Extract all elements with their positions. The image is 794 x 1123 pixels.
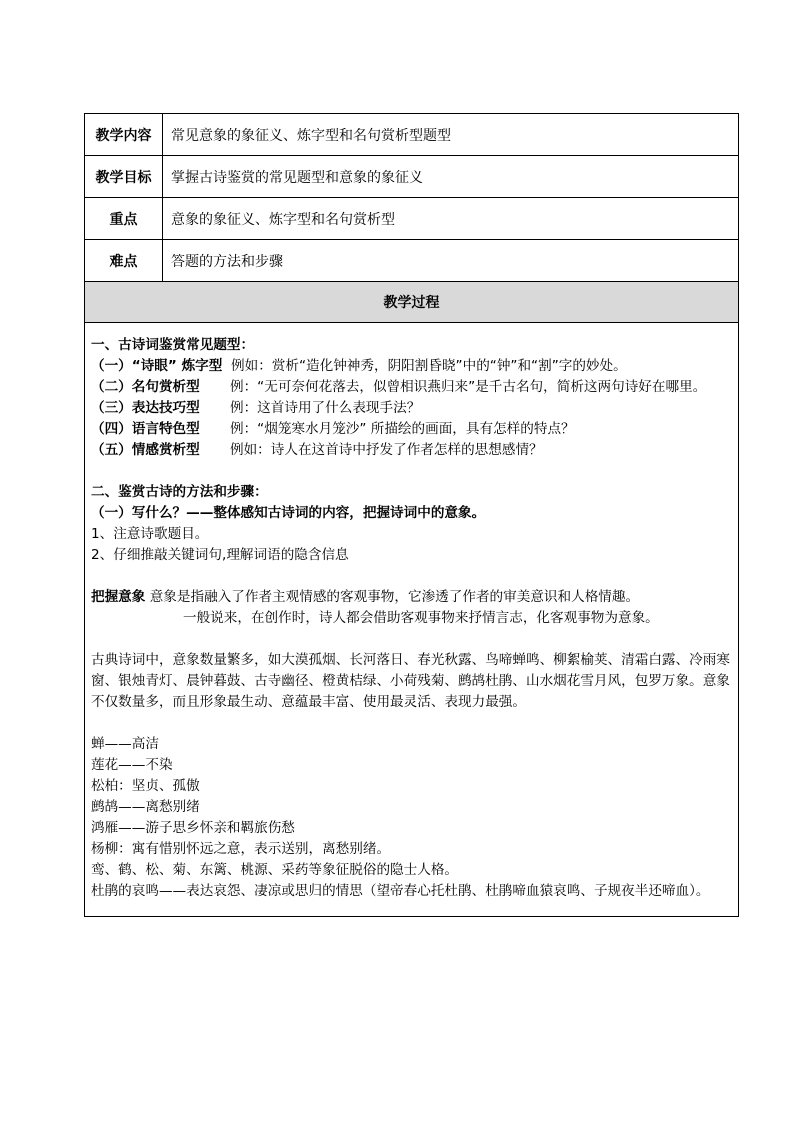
type-desc: 例如：赏析“造化钟神秀，阴阳割昏晓”中的“钟”和“割”字的妙处。 [231, 358, 627, 374]
row-label: 重点 [85, 198, 163, 239]
section1-heading: 一、古诗词鉴赏常见题型： [91, 337, 255, 353]
row-goal [85, 156, 738, 198]
type-item [91, 419, 732, 440]
grasp-line [91, 587, 732, 608]
image-item: 鸿雁——游子思乡怀亲和羁旅伤愁 [91, 820, 295, 836]
image-item: 松柏：坚贞、孤傲 [91, 778, 200, 794]
type-desc: 例：“无可奈何花落去，似曾相识燕归来”是千古名句，简析这两句诗好在哪里。 [230, 379, 707, 395]
grasp-text: 意象是指融入了作者主观情感的客观事物，它渗透了作者的审美意识和人格情趣。 [149, 589, 640, 605]
section2-heading: 二、鉴赏古诗的方法和步骤： [91, 484, 268, 500]
type-item [91, 356, 732, 377]
type-key: （五）情感赏析型 [91, 442, 200, 458]
image-paragraph: 古典诗词中，意象数量繁多，如大漠孤烟、长河落日、春光秋露、鸟啼蝉鸣、柳絮榆荚、清霜白露、冷雨寒窗、银烛青灯、晨钟暮鼓、古寺幽径、橙黄桔绿、小荷残菊、鹧鸪杜鹃、山水烟花雪月风，包罗万象。意象不仅数量多，而且形象最生动、意蕴最丰富、使用最灵活、表现力最强。 [91, 652, 730, 710]
grasp-label: 把握意象 [91, 589, 146, 605]
type-key: （四）语言特色型 [91, 421, 200, 437]
type-desc: 例如：诗人在这首诗中抒发了作者怎样的思想感情？ [230, 442, 543, 458]
image-item: 鸾、鹤、松、菊、东篱、桃源、采药等象征脱俗的隐士人格。 [91, 862, 459, 878]
process-banner: 教学过程 [85, 282, 738, 323]
step-item: 1、注意诗歌题目。 [91, 526, 209, 542]
row-content [85, 114, 738, 156]
row-value: 掌握古诗鉴赏的常见题型和意象的象征义 [171, 169, 423, 186]
type-desc: 例：“烟笼寒水月笼沙” 所描绘的画面，具有怎样的特点？ [230, 421, 575, 437]
image-item: 杨柳：寓有惜别怀远之意，表示送别，离愁别绪。 [91, 841, 391, 857]
type-item [91, 377, 732, 398]
type-item [91, 398, 732, 419]
row-difficulty [85, 240, 738, 282]
row-label: 难点 [85, 240, 163, 281]
process-body [85, 323, 738, 916]
row-value: 意象的象征义、炼字型和名句赏析型 [171, 211, 395, 228]
type-item [91, 440, 732, 461]
step-item: 2、仔细推敲关键词句,理解词语的隐含信息 [91, 547, 349, 563]
image-item: 莲花——不染 [91, 757, 173, 773]
image-item: 鹧鸪——离愁别绪 [91, 799, 200, 815]
row-value: 答题的方法和步骤 [171, 253, 283, 270]
grasp-text-2: 一般说来，在创作时，诗人都会借助客观事物来抒情言志，化客观事物为意象。 [183, 610, 659, 626]
row-label: 教学内容 [85, 114, 163, 155]
row-key-point [85, 198, 738, 240]
lesson-plan-table [84, 113, 739, 917]
type-key: （二）名句赏析型 [91, 379, 200, 395]
type-key: （一）“诗眼” 炼字型 [91, 358, 223, 374]
type-key: （三）表达技巧型 [91, 400, 200, 416]
image-item: 蝉——高洁 [91, 736, 159, 752]
row-value: 常见意象的象征义、炼字型和名句赏析型题型 [171, 127, 451, 144]
type-desc: 例：这首诗用了什么表现手法？ [230, 400, 421, 416]
row-label: 教学目标 [85, 156, 163, 197]
section2-sub: （一）写什么？——整体感知古诗词的内容，把握诗词中的意象。 [91, 505, 486, 521]
image-item: 杜鹃的哀鸣——表达哀怨、凄凉或思归的情思（望帝春心托杜鹃、杜鹃啼血猿哀鸣、子规夜半还啼血）。 [91, 883, 710, 899]
